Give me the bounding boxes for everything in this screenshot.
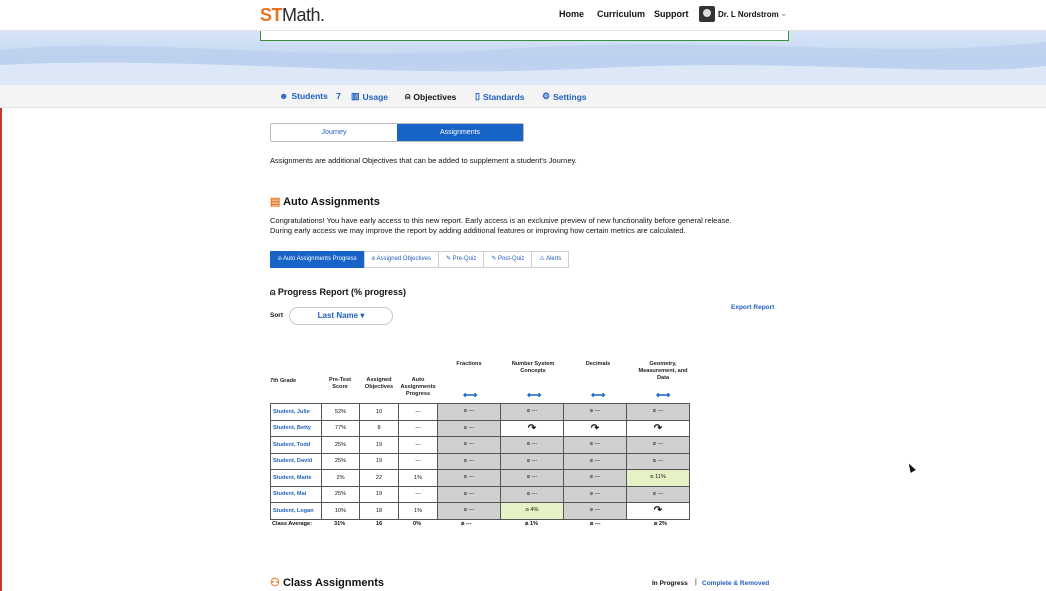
domain-progress-cell[interactable]: ⍝ --- xyxy=(564,503,627,520)
domain-progress-cell[interactable]: ⍝ --- xyxy=(438,486,501,503)
complete-removed-tab[interactable]: Complete & Removed xyxy=(702,580,770,587)
student-name-link[interactable]: Student, Marie xyxy=(271,470,322,487)
bell-icon: ⍝ xyxy=(270,287,276,297)
bell-icon: ⍝ xyxy=(526,408,532,415)
class-average-fractions: ⍝ --- xyxy=(461,521,472,527)
domain-progress-cell[interactable]: ⍝ --- xyxy=(501,486,564,503)
assigned-objectives-header: Assigned Objectives xyxy=(364,377,394,390)
domain-progress-cell[interactable]: ⍝ 4% xyxy=(501,503,564,520)
redirect-arrow-icon: ↷ xyxy=(653,505,663,517)
bell-icon: ⍝ xyxy=(589,441,595,448)
pretest-header: Pre-Test Score xyxy=(329,377,351,390)
pretest-score-cell: 2% xyxy=(322,470,360,487)
table-row xyxy=(271,437,690,454)
table-row xyxy=(271,453,690,470)
table-row xyxy=(271,486,690,503)
table-row xyxy=(271,503,690,520)
in-progress-tab[interactable]: In Progress xyxy=(652,580,688,587)
auto-progress-cell: --- xyxy=(399,453,438,470)
redirect-arrow-icon: ↷ xyxy=(590,422,600,434)
bell-icon: ⍝ xyxy=(463,424,469,431)
tab-standards[interactable]: ▯ Standards xyxy=(475,91,525,102)
main-tabs xyxy=(0,85,1046,108)
domain-progress-cell[interactable] xyxy=(564,420,627,437)
bell-icon: ⍝ xyxy=(463,457,469,464)
chart-icon: ▥ xyxy=(351,91,360,101)
auto-progress-cell: --- xyxy=(399,437,438,454)
class-average-aap: 0% xyxy=(413,521,422,527)
student-name-link[interactable]: Student, David xyxy=(271,453,322,470)
bell-icon: ⍝ xyxy=(650,474,656,481)
class-average-geometry: ⍝ 2% xyxy=(654,521,668,527)
mouse-cursor-icon xyxy=(906,462,916,473)
expand-decimals-icon[interactable]: ⟷ xyxy=(591,390,606,401)
domain-progress-cell[interactable]: ⍝ --- xyxy=(564,404,627,421)
domain-progress-cell[interactable]: ⍝ --- xyxy=(438,453,501,470)
bell-icon: ⍝ xyxy=(526,490,532,497)
bell-icon: ⍝ xyxy=(463,408,469,415)
class-average-pre: 31% xyxy=(334,521,346,527)
domain-progress-cell[interactable]: ⍝ --- xyxy=(627,453,690,470)
class-average-number-system: ⍝ 1% xyxy=(525,521,539,527)
domain-progress-cell[interactable]: ⍝ --- xyxy=(501,470,564,487)
notification-box xyxy=(260,30,789,41)
pretest-score-cell: 52% xyxy=(322,404,360,421)
bell-icon: ⍝ xyxy=(526,474,532,481)
assignments-toggle[interactable]: Assignments xyxy=(397,124,523,141)
auto-progress-cell: --- xyxy=(399,404,438,421)
bell-icon: ⍝ xyxy=(463,507,469,514)
bell-icon: ⍝ xyxy=(652,457,658,464)
progress-report-title: ⍝ Progress Report (% progress) xyxy=(270,287,406,297)
view-toggle xyxy=(270,123,524,142)
subtab-post-quiz[interactable]: ✎ Post-Quiz xyxy=(483,251,532,268)
assigned-objectives-cell: 19 xyxy=(360,437,399,454)
stmath-logo[interactable]: STMath. xyxy=(260,5,325,25)
pretest-score-cell: 10% xyxy=(322,503,360,520)
tab-students[interactable]: ☻ Students 7 xyxy=(279,91,341,101)
bell-icon: ⍝ xyxy=(589,507,595,514)
top-navigation xyxy=(0,0,1046,31)
bell-icon: ⍝ xyxy=(525,507,531,514)
tab-usage[interactable]: ▥ Usage xyxy=(351,91,389,102)
domain-progress-cell[interactable]: ⍝ --- xyxy=(438,470,501,487)
gear-icon: ⚙ xyxy=(542,91,551,101)
sort-select[interactable]: Last Name ▾ xyxy=(289,307,393,325)
class-average-decimals: ⍝ --- xyxy=(590,521,601,527)
nav-curriculum[interactable]: Curriculum xyxy=(597,9,646,19)
domain-progress-cell[interactable]: ⍝ --- xyxy=(438,437,501,454)
pretest-score-cell: 25% xyxy=(322,453,360,470)
early-access-line2: During early access we may improve the report by adding additional features or improving how certain metrics are calculated. xyxy=(270,226,686,235)
export-report-link[interactable]: Export Report xyxy=(731,304,775,311)
subtab-assigned-objectives[interactable]: ⍝ Assigned Objectives xyxy=(364,251,439,268)
pretest-score-cell: 25% xyxy=(322,437,360,454)
domain-progress-cell[interactable]: ⍝ --- xyxy=(627,486,690,503)
expand-geometry-icon[interactable]: ⟷ xyxy=(656,390,671,401)
bell-icon: ⍝ xyxy=(463,441,469,448)
caret-down-icon: ▾ xyxy=(360,311,365,320)
number-system-header: Number System Concepts xyxy=(511,361,555,374)
domain-progress-cell[interactable]: ⍝ --- xyxy=(438,503,501,520)
domain-progress-cell[interactable]: ⍝ 11% xyxy=(627,470,690,487)
bell-icon: ⍝ xyxy=(463,490,469,497)
class-assignments-heading: ⚇ Class Assignments xyxy=(270,577,385,589)
domain-progress-cell[interactable] xyxy=(627,503,690,520)
domain-progress-cell[interactable]: ⍝ --- xyxy=(564,437,627,454)
pretest-score-cell: 25% xyxy=(322,486,360,503)
fractions-header: Fractions xyxy=(456,361,482,367)
domain-progress-cell[interactable]: ⍝ --- xyxy=(564,470,627,487)
domain-progress-cell[interactable]: ⍝ --- xyxy=(438,404,501,421)
journey-toggle[interactable]: Journey xyxy=(321,129,347,136)
domain-progress-cell[interactable]: ⍝ --- xyxy=(501,453,564,470)
auto-assignments-heading: ▤ Auto Assignments xyxy=(270,196,380,208)
auto-progress-cell: 1% xyxy=(399,470,438,487)
assigned-objectives-cell: 18 xyxy=(360,503,399,520)
domain-progress-cell[interactable]: ⍝ --- xyxy=(501,437,564,454)
bell-icon: ⍝ xyxy=(526,441,532,448)
domain-progress-cell[interactable]: ⍝ --- xyxy=(564,486,627,503)
bell-icon: ⍝ xyxy=(652,408,658,415)
nav-support[interactable]: Support xyxy=(654,9,689,19)
student-name-link[interactable]: Student, Logan xyxy=(271,503,322,520)
student-name-link[interactable]: Student, Todd xyxy=(271,437,322,454)
domain-progress-cell[interactable]: ⍝ --- xyxy=(438,420,501,437)
assignment-icon: ▤ xyxy=(270,196,281,208)
divider: | xyxy=(695,579,697,586)
tab-settings[interactable]: ⚙ Settings xyxy=(542,91,587,102)
student-name-link[interactable]: Student, Betty xyxy=(271,420,322,437)
domain-progress-cell[interactable]: ⍝ --- xyxy=(564,453,627,470)
people-icon: ⚇ xyxy=(270,577,280,589)
table-row xyxy=(271,404,690,421)
class-average-label: Class Average: xyxy=(272,521,313,527)
report-subtabs xyxy=(270,251,568,268)
expand-fractions-icon[interactable]: ⟷ xyxy=(463,390,478,401)
chevron-down-icon[interactable]: ⌄ xyxy=(780,8,788,18)
assigned-objectives-cell: 19 xyxy=(360,453,399,470)
auto-progress-cell: --- xyxy=(399,486,438,503)
pretest-score-cell: 77% xyxy=(322,420,360,437)
expand-number-system-icon[interactable]: ⟷ xyxy=(527,390,542,401)
bell-icon: ⍝ xyxy=(589,457,595,464)
table-row xyxy=(271,420,690,437)
grade-header: 7th Grade xyxy=(270,378,297,384)
student-icon: ☻ xyxy=(279,91,289,101)
subtab-pre-quiz[interactable]: ✎ Pre-Quiz xyxy=(438,251,484,268)
redirect-arrow-icon: ↷ xyxy=(653,422,663,434)
bell-icon: ⍝ xyxy=(589,490,595,497)
bell-icon: ⍝ xyxy=(463,474,469,481)
auto-progress-cell: --- xyxy=(399,420,438,437)
subtab-alerts[interactable]: ⚠ Alerts xyxy=(531,251,569,268)
student-name-link[interactable]: Student, Mai xyxy=(271,486,322,503)
bell-icon: ⍝ xyxy=(652,490,658,497)
class-average-ao: 16 xyxy=(376,521,383,527)
auto-progress-header: Auto Assignments Progress xyxy=(400,377,436,397)
bell-icon: ⍝ xyxy=(589,408,595,415)
bell-icon: ⍝ xyxy=(589,474,595,481)
bell-icon: ⍝ xyxy=(526,457,532,464)
early-access-line1: Congratulations! You have early access to this new report. Early access is an exclusive preview of new functionality before general release. xyxy=(270,216,732,225)
domain-progress-cell[interactable] xyxy=(627,420,690,437)
geometry-header: Geometry, Measurement, and Data xyxy=(638,361,688,381)
domain-progress-cell[interactable]: ⍝ --- xyxy=(627,437,690,454)
tab-objectives[interactable]: ⍝ Objectives xyxy=(405,91,457,102)
domain-progress-cell[interactable]: ⍝ --- xyxy=(627,404,690,421)
subtab-auto-progress[interactable]: ⍝ Auto Assignments Progress xyxy=(270,251,365,268)
sort-label: Sort xyxy=(270,312,283,319)
progress-table xyxy=(270,403,690,520)
assigned-objectives-cell: 19 xyxy=(360,486,399,503)
redirect-arrow-icon: ↷ xyxy=(527,422,537,434)
assigned-objectives-cell: 22 xyxy=(360,470,399,487)
assigned-objectives-cell: 10 xyxy=(360,404,399,421)
avatar[interactable] xyxy=(699,6,715,22)
student-name-link[interactable]: Student, Julie xyxy=(271,404,322,421)
bell-icon: ⍝ xyxy=(652,441,658,448)
intro-text: Assignments are additional Objectives that can be added to supplement a student's Journey. xyxy=(270,156,577,165)
domain-progress-cell[interactable]: ⍝ --- xyxy=(501,404,564,421)
table-row xyxy=(271,470,690,487)
auto-progress-cell: 1% xyxy=(399,503,438,520)
user-name[interactable]: Dr. L Nordstrom xyxy=(718,10,779,19)
domain-progress-cell[interactable] xyxy=(501,420,564,437)
nav-home[interactable]: Home xyxy=(559,9,585,19)
clipboard-icon: ▯ xyxy=(475,91,480,101)
assigned-objectives-cell: 8 xyxy=(360,420,399,437)
decimals-header: Decimals xyxy=(585,361,611,367)
bell-icon: ⍝ xyxy=(405,91,411,101)
